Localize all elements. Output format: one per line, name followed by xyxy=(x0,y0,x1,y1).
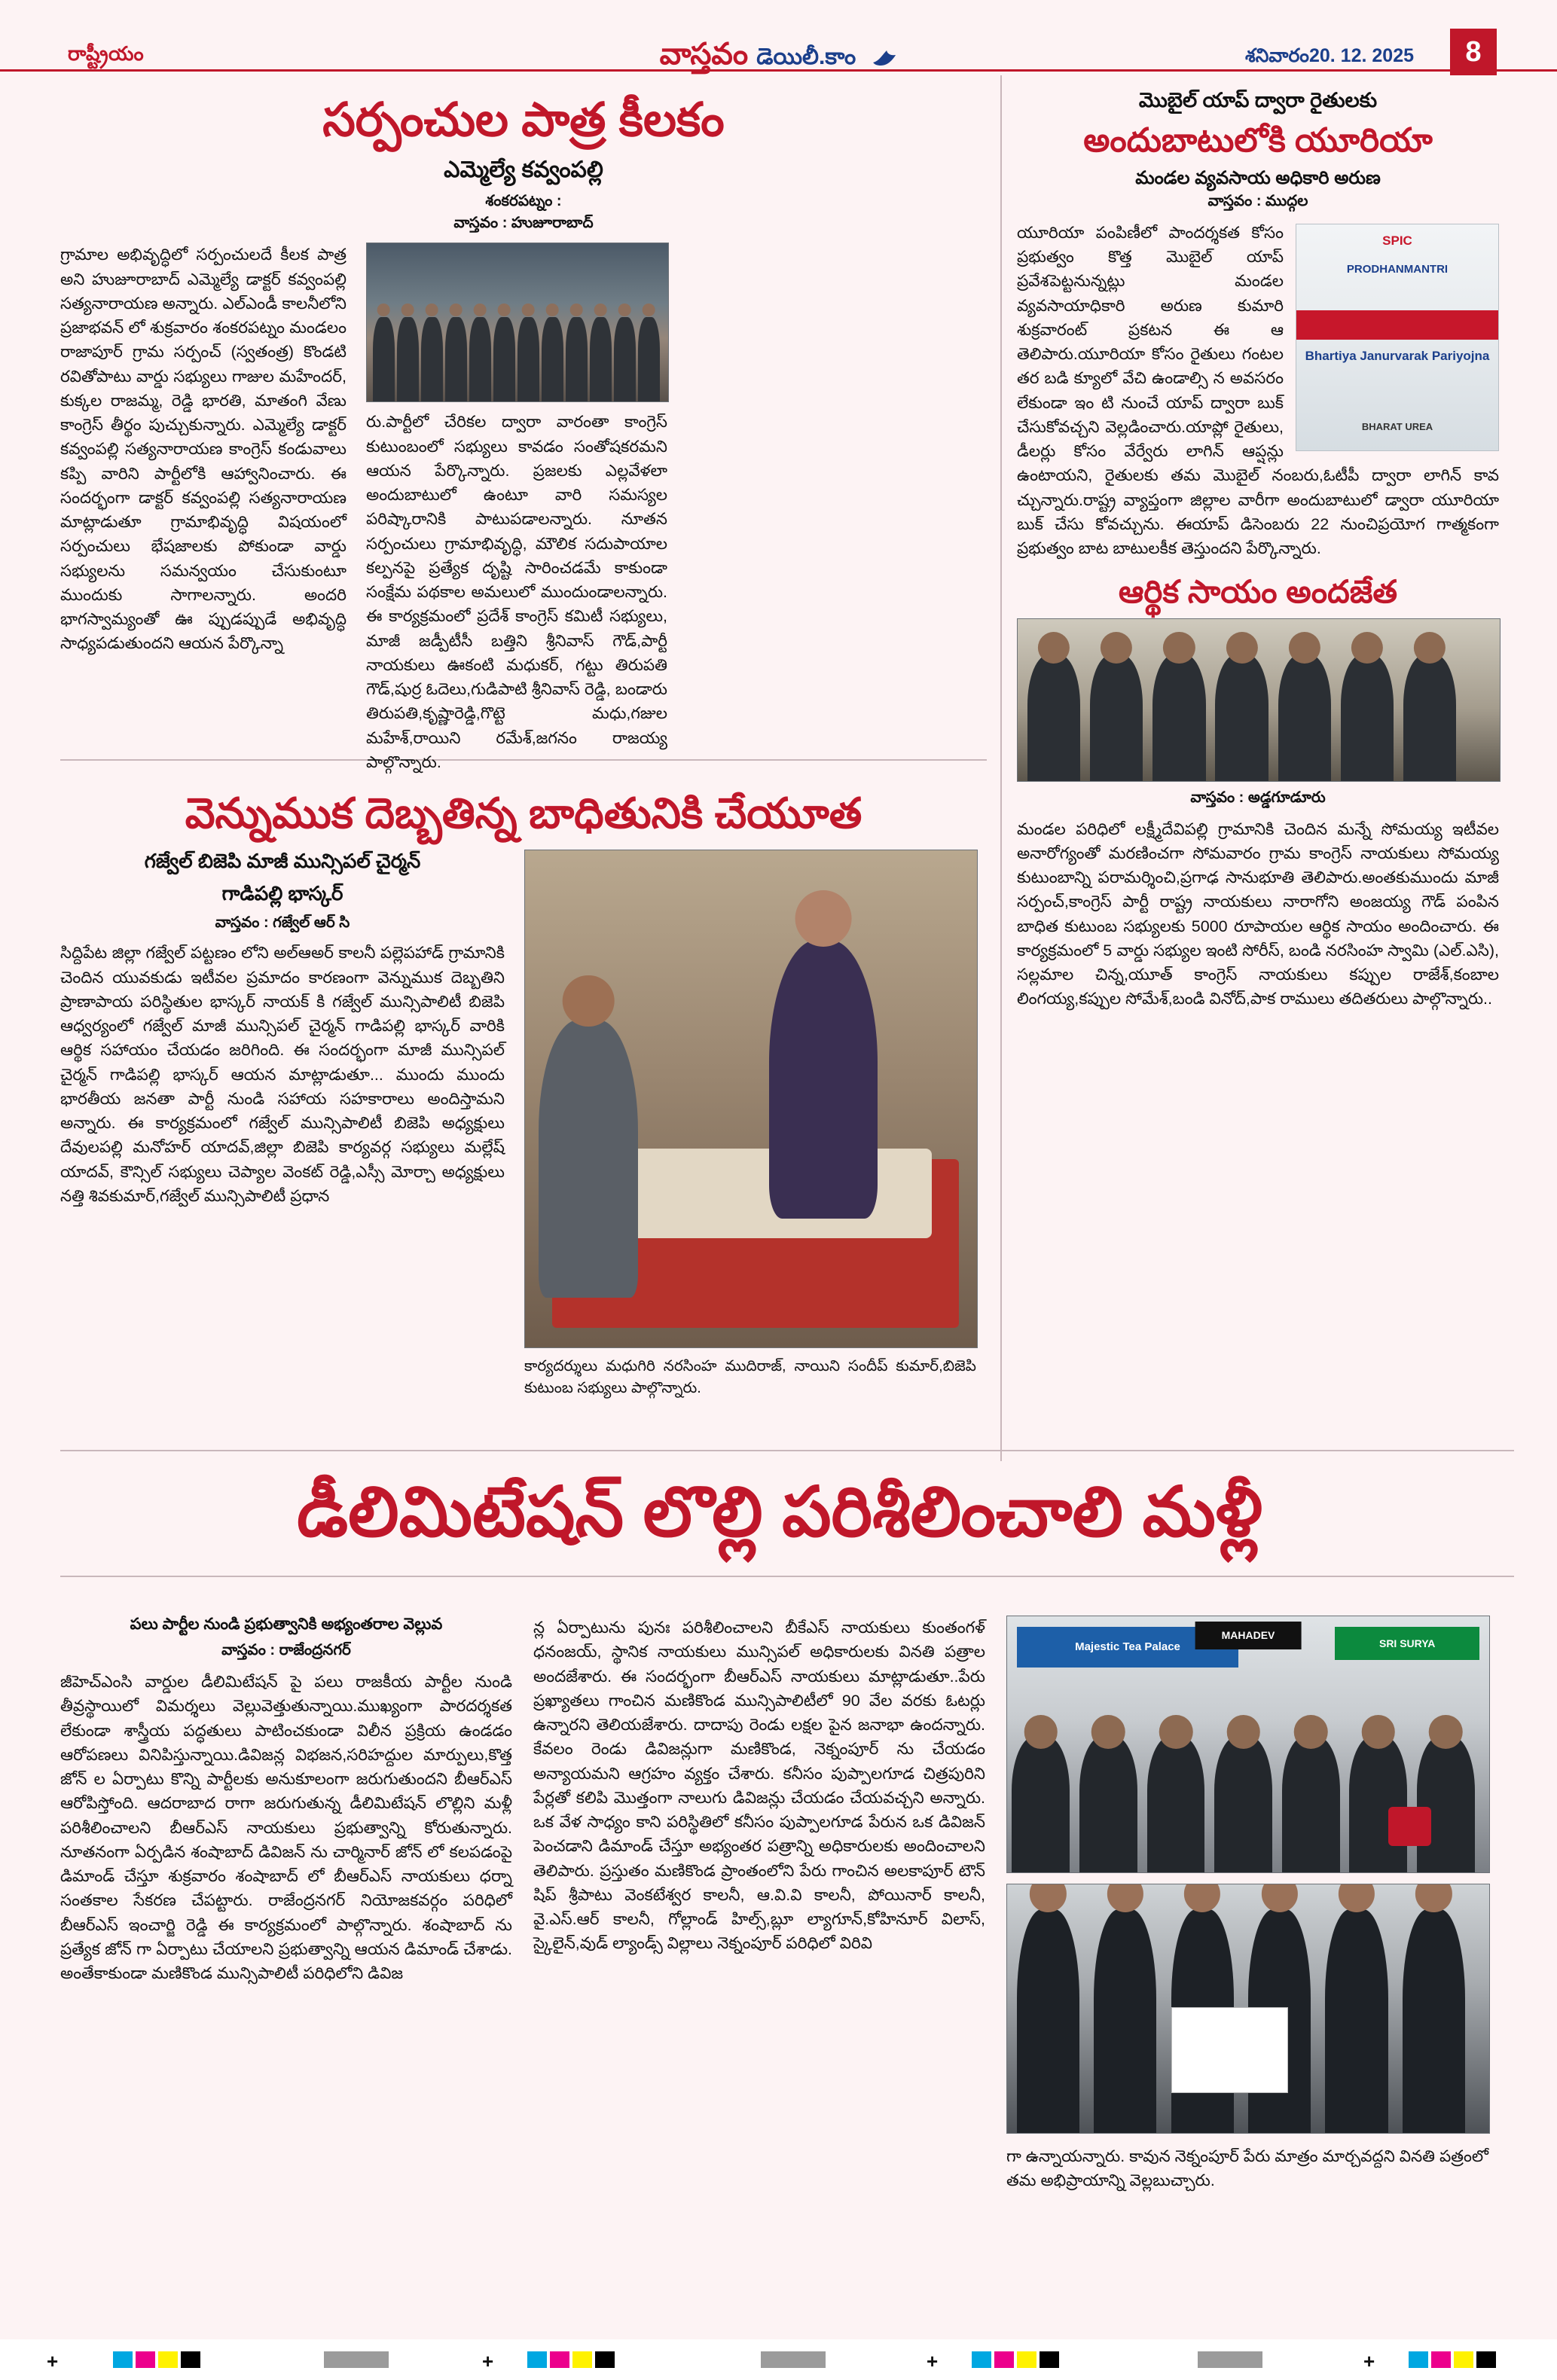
rail-body-2: మండల పరిధిలో లక్ష్మీదేవిపల్లి గ్రామానికి చెందిన మన్నే సోమయ్య ఇటీవల అనారోగ్యంతో మరణించగా సోమవారం గ్రామ కాంగ్రెస్ నాయకులు సోమయ్య కుటుంబాన్ని పరామర్శించి,ప్రగాఢ సానుభూతి తెలిపారు.అంతకుముందు మాజీ సర్పంచ్,కాంగ్రెస్ పార్టీ రాష్ట్ర నాయకులు నారాగోని అంజయ్య గౌడ్ పంపిన బాధిత కుటుంబ సభ్యులకు 5000 రూపాయల ఆర్థిక సాయం అందించారు. ఈ కార్యక్రమంలో 5 వార్డు సభ్యుల ఇంటి సోరీస్, బండి నరసింహ స్వామి (ఎల్.ఎసి), సల్లమాల చిన్న,యూత్ కాంగ్రెస్ నాయకులు కప్పుల రాజేశ్,కంబాల లింగయ్య,కప్పుల సోమేశ్,బండి వినోద్,పాక రాములు తదితరులు పాల్గొన్నారు.. xyxy=(1017,819,1499,1008)
masthead-date: శనివారం20. 12. 2025 xyxy=(1244,45,1414,66)
story1-subhead: శంకరపట్నం : xyxy=(485,193,562,210)
masthead-title xyxy=(660,38,898,79)
story2-kicker2: గాడిపల్లి భాస్కర్ xyxy=(221,882,343,905)
rail-column xyxy=(1017,89,1499,1012)
registration-mark: + xyxy=(927,2350,939,2372)
rail-subhead: మండల వ్యవసాయ అధికారి అరుణ xyxy=(1135,167,1381,188)
color-swatch-magenta xyxy=(136,2351,155,2368)
color-swatch-black xyxy=(1476,2351,1496,2368)
press-meet-photo xyxy=(1006,1616,1490,1873)
page-number-badge: 8 xyxy=(1450,29,1497,75)
bottom-dateline: వాస్తవం : రాజేంద్రనగర్ xyxy=(221,1642,351,1658)
rail-dateline: వాస్తవం : ముద్గల xyxy=(1207,192,1308,209)
microphone-icon xyxy=(1388,1807,1432,1845)
fertilizer-bag-icon xyxy=(1296,224,1499,451)
color-swatch-cyan xyxy=(527,2351,547,2368)
story1-col2: రు.పార్టీలో చేరికల ద్వారా వారంతా కాంగ్రెస్ కుటుంబంలో సభ్యులు కావడం సంతోషకరమని ఆయన పేర్కొన్నారు. ప్రజలకు ఎల్లవేళలా అందుబాటులో ఉంటూ వారి సమస్యల పరిష్కారానికి పాటుపడాలన్నారు. నూతన సర్పంచులు గ్రామాభివృద్ధి, మౌలిక సదుపాయాల కల్పనపై ప్రత్యేక దృష్టి సారించడమే కాకుండా సంక్షేమ పథకాల అమలులో ముందుండాలన్నారు. ఈ కార్యక్రమంలో ప్రదేశ్ కాంగ్రెస్ కమిటీ సభ్యులు, మాజీ జడ్పీటీసీ బత్తిని శ్రీనివాస్ గౌడ్,పార్టీ నాయకులు ఊకంటి మధుకర్, గట్టు తిరుపతి గౌడ్,షుర్ర ఓదెలు,గుడిపాటి శ్రీనివాస్ రెడ్డి, బండారు తిరుపతి,కృష్ణారెడ్డి,గొట్టె మధు,గజుల మహేశ్,రాయిని రమేశ్,జగనం రాజయ్య పాల్గొన్నారు. xyxy=(366,413,667,771)
story1-dateline: వాస్తవం : హుజూరాబాద్ xyxy=(453,215,594,232)
print-registration-strip xyxy=(0,2339,1557,2380)
color-swatch-magenta xyxy=(550,2351,569,2368)
petition-submission-photo xyxy=(1006,1884,1490,2134)
registration-mark: + xyxy=(1363,2350,1375,2372)
story1-col1: గ్రామాల అభివృద్ధిలో సర్పంచులదే కీలక పాత్ర అని హుజూరాబాద్ ఎమ్మెల్యే డాక్టర్ కవ్వంపల్లి సత్యనారాయణ అన్నారు. ఎల్ఎండీ కాలనీలోని ప్రజాభవన్ లో శుక్రవారం శంకరపట్నం మండలం రాజాపూర్ గ్రామ సర్పంచ్ (స్వతంత్ర) కొండటి రవితోపాటు వార్డు సభ్యులు గాజుల మహేందర్, కుక్కల రాజమ్మ, రెడ్డి భారతి, మాతంగి వేణు కాంగ్రెస్ తీర్థం పుచ్చుకున్నారు. ఎమ్మెల్యే డాక్టర్ కవ్వంపల్లి సత్యనారాయణ కాంగ్రెస్ కండువాలు కప్పి వారిని పార్టీలోకి ఆహ్వానించారు. ఈ సందర్భంగా డాక్టర్ కవ్వంపల్లి సత్యనారాయణ మాట్లాడుతూ గ్రామాభివృద్ధి విషయంలో సర్పంచులు భేషజాలకు పోకుండా వార్డు సభ్యులను సమన్వయం చేసుకుంటూ ముందుకు సాగాలన్నారు. అందరి భాగస్వామ్యంతో ఊ ప్పుడప్పుడే అభివృద్ధి సాధ్యపడుతుందని ఆయన పేర్కొన్నా xyxy=(60,246,347,653)
section-rule xyxy=(60,1576,1514,1577)
rail-headline: అందుబాటులోకి యూరియా xyxy=(1083,122,1433,159)
registration-mark: + xyxy=(47,2350,59,2372)
color-swatch-black xyxy=(181,2351,200,2368)
masthead-section-label: రాష్ట్రీయం xyxy=(68,42,145,65)
color-swatch-magenta xyxy=(1431,2351,1451,2368)
rail-kicker: మొబైల్ యాప్ ద్వారా రైతులకు xyxy=(1138,89,1378,111)
petition-paper xyxy=(1171,2007,1289,2093)
bottom-col2: న్ల ఏర్పాటును పునః పరిశీలించాలని బీకేఎస్ నాయకులు కుంతంగళ్ ధనంజయ్, స్థానిక నాయకులు మున్సిపల్ అధికారులకు వినతి పత్రాల అందజేశారు. ఈ సందర్భంగా బీఆర్ఎస్ నాయకులు మాట్లాడుతూ..పేరు ప్రఖ్యాతలు గాంచిన మణికొండ మున్సిపాలిటీలో 90 వేల వరకు ఓటర్లు ఉన్నారని తెలియజేశారు. దాదాపు రెండు లక్షల పైన జనాభా ఉందన్నారు. కేవలం రెండు డివిజన్లుగా మణికొండ, నెక్నంపూర్ ను చేయడం అన్యాయమని ఆగ్రహం వ్యక్తం చేశారు. కనీసం పుప్పాలగూడ చిత్రపురిని పేర్లతో కలిపి మొత్తంగా నాలుగు డివిజన్లు చేయడం చేయవచ్చని అన్నారు. ఒక వేళ సాధ్యం కాని పరిస్థితిలో కనీసం పుప్పాలగూడ పేరున ఒక డివిజన్ పెంచడాని డిమాండ్ చేస్తూ అభ్యంతర పత్రాన్ని అధికారులకు అందించాలని తెలిపారు. ప్రస్తుతం మణికొండ ప్రాంతంలోని పేరు గాంచిన అలకాపూర్ టౌన్ షిప్ శ్రీపాటు వెంకటేశ్వర కాలనీ, ఆ.వి.వి కాలనీ, పోయినార్ కాలనీ, వై.ఎస్.ఆర్ కాలనీ, గోల్లాండ్ హిల్స్,బ్లూ ల్యాగూన్,కోహినూర్ విలాస్, స్కైలైన్,వుడ్ ల్యాండ్స్ విల్లాలు నెక్నంపూర్ పరిధిలో విరివి xyxy=(533,1619,985,1953)
column-rule-vertical xyxy=(1000,75,1002,1461)
story2-col1: సిద్దిపేట జిల్లా గజ్వేల్ పట్టణం లోని అల్ఆఅర్ కాలనీ పల్లెపహాడ్ గ్రామానికి చెందిన యువకుడు ఇటీవల ప్రమాదం కారణంగా వెన్నుముక దెబ్బతిని ప్రాణాపాయ పరిస్థితుల భాస్కర్ నాయక్ కి గజ్వేల్ మున్సిపాలిటీ బిజెపి ఆధ్వర్యంలో గజ్వేల్ మాజీ మున్సిపల్ చైర్మన్ గాడిపల్లి భాస్కర్ వారికి ఆర్థిక సహాయం చేయడం జరిగింది. ఈ సందర్భంగా మాజీ మున్సిపల్ చైర్మన్ గాడిపల్లి భాస్కర్ ఆయన మాట్లాడుతూ... ముందు ముందు భారతీయ జనతా పార్టీ నుండి సహాయ సహకారాలు అందిస్తామని అన్నారు. ఈ కార్యక్రమంలో గజ్వేల్ మున్సిపాలిటీ బిజెపి అధ్యక్షులు దేవులపల్లి మనోహర్ యాదవ్,జిల్లా బిజెపి కార్యవర్గ సభ్యులు మల్లేష్ యాదవ్, కౌన్సిల్ సభ్యులు చెప్యాల వెంకట్ రెడ్డి,ఎస్సీ మోర్చా అధ్యక్షులు నత్తి శివకుమార్,గజ్వేల్ మున్సిపాలిటీ ప్రధాన xyxy=(60,944,505,1205)
shop-sign-mahadev: MAHADEV xyxy=(1195,1622,1302,1649)
masthead-title-sub: డెయిలీ.కాం xyxy=(756,44,856,69)
story2-kicker: గజ్వేల్ బిజెపి మాజీ మున్సిపల్ చైర్మన్ xyxy=(144,850,421,873)
bag-line1: PRODHANMANTRI xyxy=(1346,262,1449,276)
color-swatch-yellow xyxy=(1017,2351,1036,2368)
story2-dateline: వాస్తవం : గజ్వేల్ ఆర్ సి xyxy=(215,914,350,932)
bird-icon xyxy=(872,41,897,60)
gray-density-block xyxy=(1198,2351,1262,2368)
bottom-col3-end: గా ఉన్నాయన్నారు. కావున నెక్నంపూర్ పేరు మాత్రం మార్చవద్దని వినతి పత్రంలో తమ అభిప్రాయాన్ని వెల్లబుచ్చారు. xyxy=(1006,2147,1488,2190)
story2-photo-caption: కార్యదర్శులు మధుగిరి నరసింహ ముదిరాజ్, నాయిని సందీప్ కుమార్,బిజెపి కుటుంబ సభ్యులు పాల్గొన్నారు. xyxy=(524,1358,976,1397)
bottom-kicker: పలు పార్టీల నుండి ప్రభుత్వానికి అభ్యంతరాల వెల్లువ xyxy=(130,1616,443,1633)
gray-density-block xyxy=(324,2351,389,2368)
color-swatch-yellow xyxy=(1454,2351,1473,2368)
story-delimitation xyxy=(60,1616,1499,2193)
color-swatch-cyan xyxy=(1409,2351,1428,2368)
registration-mark: + xyxy=(482,2350,494,2372)
color-swatch-yellow xyxy=(158,2351,178,2368)
color-swatch-yellow xyxy=(572,2351,592,2368)
rail-body: యూరియా పంపిణీలో పాందర్శకత కోసం ప్రభుత్వం కొత్త మొబైల్ యాప్ ప్రవేశపెట్టనున్నట్లు మండల వ్యవసాయాధికారి అరుణ కుమారి శుక్రవారంట్ ప్రకటన ఈ ఆ తెలిపారు.యూరియా కోసం రైతులు గంటల తర బడి క్యూలో వేచి ఉండాల్సి న అవసరం లేకుండా ఇం టి నుంచే యాప్ ద్వారా బుక్ చేసుకోవచ్చని వెల్లడించారు.యాప్లో రైతులు, డీలర్లు కోసం వేర్వేరు లాగిన్ ఆప్షన్లు ఉంటాయని, రైతులకు తమ మొబైల్ నంబరు,ఓటీపీ ద్వారా లాగిన్ కావ చ్చున్నారు.రాష్ట్ర వ్యాప్తంగా జిల్లాల వారీగా అందుబాటులో డ్వారా యూరియా బుక్ చేసు కోవచ్చును. ఈయాప్ డిసెంబరు 22 నుంచిప్రయోగ గాత్మకంగా ప్రభుత్వం బాట బాటులకీక తెస్తుందని పేర్కొన్నారు. xyxy=(1017,223,1499,558)
shop-sign-sri-surya: SRI SURYA xyxy=(1335,1627,1479,1660)
story1-kicker: ఎమ్మెల్యే కవ్వంపల్లి xyxy=(444,157,603,183)
color-swatch-magenta xyxy=(994,2351,1014,2368)
color-swatch-cyan xyxy=(972,2351,991,2368)
shop-sign-tea-palace: Majestic Tea Palace xyxy=(1017,1627,1238,1668)
bag-line3: BHARAT UREA xyxy=(1361,420,1433,432)
banner-headline: డీలిమిటేషన్ లొల్లి పరిశీలించాలి మళ్లీ xyxy=(297,1474,1262,1551)
masthead-title-main: వాస్తవం xyxy=(659,38,749,71)
story-sarpanch xyxy=(60,89,987,774)
group-photo-leaders xyxy=(366,243,669,402)
hospital-visit-photo xyxy=(524,850,978,1348)
financial-aid-photo xyxy=(1017,618,1501,782)
story1-headline: సర్పంచుల పాత్ర కీలకం xyxy=(322,94,725,146)
rail-dateline-2: వాస్తవం : అడ్డగూడూరు xyxy=(1190,789,1326,806)
gray-density-block xyxy=(761,2351,826,2368)
bag-line2: Bhartiya Janurvarak Pariyojna xyxy=(1305,348,1490,363)
story-backbone-aid xyxy=(60,783,987,1399)
bag-brand-logo: SPIC xyxy=(1382,233,1412,248)
color-swatch-black xyxy=(595,2351,615,2368)
section-rule xyxy=(60,1450,1514,1451)
color-swatch-cyan xyxy=(113,2351,133,2368)
story2-headline: వెన్నుముక దెబ్బతిన్న బాధితునికి చేయూత xyxy=(185,789,862,837)
color-swatch-black xyxy=(1040,2351,1059,2368)
bottom-col1: జీహెచ్ఎంసి వార్డుల డీలిమిటేషన్ పై పలు రాజకీయ పార్టీల నుండి తీవ్రస్థాయిలో విమర్శలు వెల్లువెత్తుతున్నాయి.ముఖ్యంగా పారదర్శకత లేకుండా శాస్త్రీయ పద్ధతులు పాటించకుండా విలీన ప్రక్రియ ఉండడం ఆరోపణలు వినిపిస్తున్నాయి.డివిజన్ల విభజన,సరిహద్దుల మార్పులు,కొత్త జోన్ ల ఏర్పాటు కొన్ని పార్టీలకు అనుకూలంగా జరుగుతుందని బీఆర్ఎస్ ఆరోపిస్తోంది. ఆదరాబాద రాగా జరుగుతున్న డీలిమిటేషన్ లొల్లిని మళ్లీ పరిశీలించాలని బీఆర్ఎస్ నాయకులు ప్రభుత్వాన్ని కోరుతున్నారు. నూతనంగా ఏర్పడిన శంషాబాద్ డివిజన్ ను చార్మినార్ జోన్ లో కలపడంపై డిమాండ్ చేస్తూ శుక్రవారం శంషాబాద్ లో బీఆర్ఎస్ నాయకులు ధర్నా సంతకాల సేకరణ చేపట్టారు. రాజేంద్రనగర్ నియోజకవర్గం పరిధిలో బీఆర్ఎస్ ఇంచార్జి రెడ్డి ఈ కార్యక్రమంలో పాల్గొన్నారు. శంషాబాద్ ను ప్రత్యేక జోన్ గా ఏర్పాటు చేయాలని ప్రభుత్వాన్ని ఆయన డిమాండ్ చేశాడు. అంతేకాకుండా మణికొండ మున్సిపాలిటీ పరిధిలోని డివిజ xyxy=(60,1673,512,1982)
masthead xyxy=(0,0,1557,72)
rail-headline-2: ఆర్థిక సాయం అందజేత xyxy=(1118,574,1398,610)
banner-headline-block xyxy=(45,1476,1514,1549)
